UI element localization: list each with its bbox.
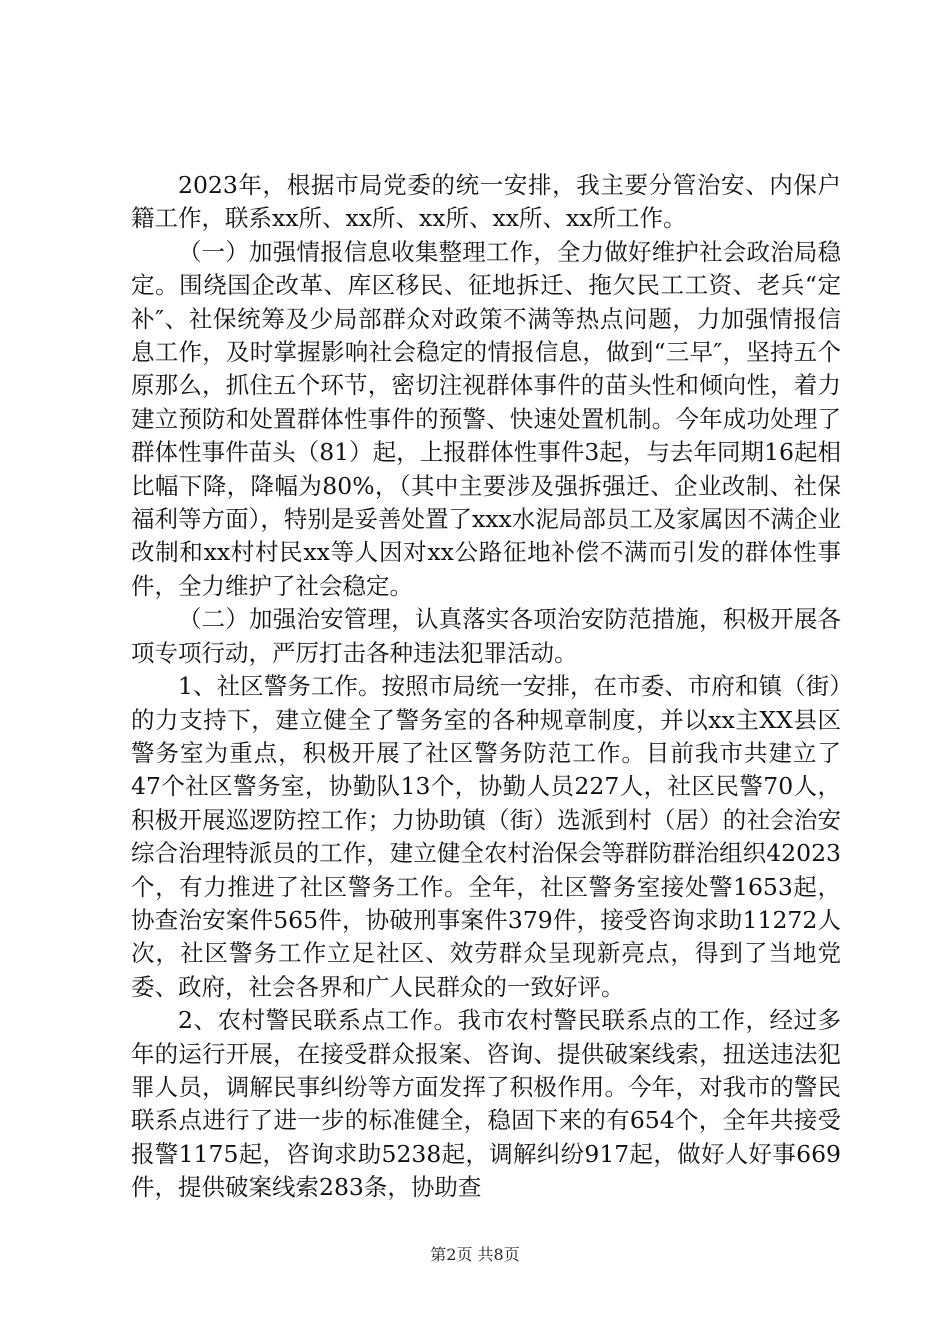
paragraph-community-policing: 1、社区警务工作。按照市局统一安排，在市委、市府和镇（街）的力支持下，建立健全了警务室的各种规章制度，并以xx主XX县区警务室为重点，积极开展了社区警务防范工作。目前我市共建立了47个社区警务室，协勤队13个，协勤人员227人，社区民警70人，积极开展巡逻防控工作；力协助镇（街）选派到村（居）的社会治安综合治理特派员的工作，建立健全农村治保会等群防群治组织42023个，有力推进了社区警务工作。全年，社区警务室接处警1653起，协查治安案件565件，协破刑事案件379件，接受咨询求助11272人次，社区警务工作立足社区、效劳群众呈现新亮点，得到了当地党委、政府，社会各界和广人民群众的一致好评。 (131, 672, 841, 1001)
paragraph-intro: 2023年，根据市局党委的统一安排，我主要分管治安、内保户籍工作，联系xx所、xx所、xx所、xx所、xx所工作。 (131, 171, 841, 233)
page-number-footer: 第2页 共8页 (430, 1245, 520, 1264)
paragraph-section-one: （一）加强情报信息收集整理工作，全力做好维护社会政治局稳定。围绕国企改革、库区移民、征地拆迁、拖欠民工工资、老兵“定补″、社保统筹及少局部群众对政策不满等热点问题，力加强情报信息工作，及时掌握影响社会稳定的情报信息，做到“三早″，坚持五个原那么，抓住五个环节，密切注视群体事件的苗头性和倾向性，着力建立预防和处置群体性事件的预警、快速处置机制。今年成功处理了群体性事件苗头（81）起，上报群体性事件3起，与去年同期16起相比幅下降，降幅为80%，（其中主要涉及强拆强迁、企业改制、社保福利等方面），特别是妥善处置了xxx水泥局部员工及家属因不满企业改制和xx村村民xx等人因对xx公路征地补偿不满而引发的群体性事件，全力维护了社会稳定。 (131, 237, 841, 600)
paragraph-section-two: （二）加强治安管理，认真落实各项治安防范措施，积极开展各项专项行动，严厉打击各种违法犯罪活动。 (131, 605, 841, 667)
paragraph-rural-contact-points: 2、农村警民联系点工作。我市农村警民联系点的工作，经过多年的运行开展，在接受群众报案、咨询、提供破案线索，扭送违法犯罪人员，调解民事纠纷等方面发挥了积极作用。今年，对我市的警民联系点进行了进一步的标准健全，稳固下来的有654个，全年共接受报警1175起，咨询求助5238起，调解纠纷917起，做好人好事669件，提供破案线索283条，协助查 (131, 1006, 841, 1202)
document-body (131, 169, 841, 1205)
